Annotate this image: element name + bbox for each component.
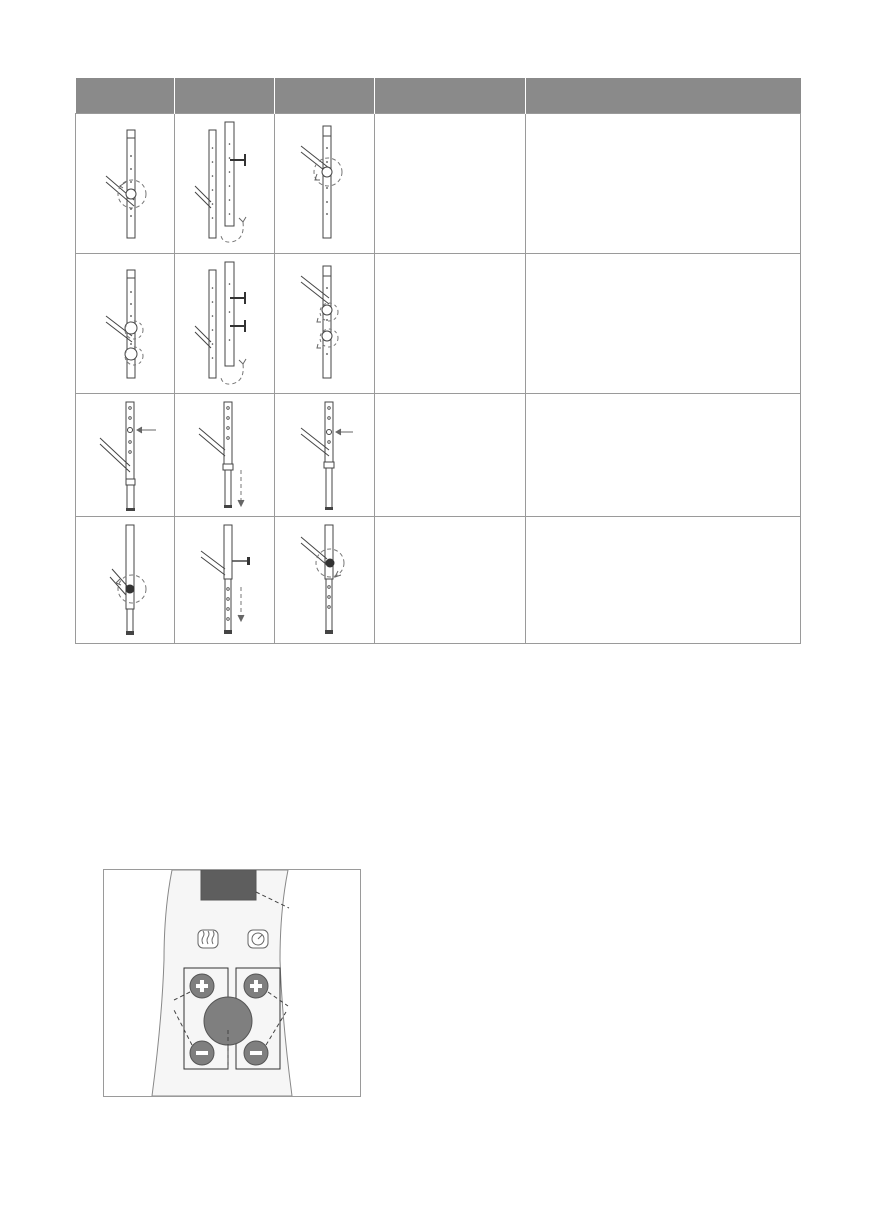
pole-double-lock-illustration xyxy=(275,254,374,393)
header-cell-5 xyxy=(526,78,801,114)
instruction-step-cell xyxy=(375,517,526,644)
instruction-step-cell xyxy=(375,394,526,517)
illustration-cell xyxy=(175,517,275,644)
display-window xyxy=(201,870,256,900)
illustration-cell xyxy=(76,517,175,644)
instruction-text-cell xyxy=(526,114,801,254)
minus-icon xyxy=(244,1041,268,1065)
instruction-text-cell xyxy=(526,517,801,644)
remote-control-diagram xyxy=(104,870,360,1096)
illustration-cell xyxy=(76,114,175,254)
header-cell-2 xyxy=(175,78,275,114)
timer-icon xyxy=(248,930,268,948)
pole-remove-illustration xyxy=(76,114,174,253)
illustration-cell xyxy=(76,254,175,394)
header-cell-3 xyxy=(275,78,375,114)
illustration-cell xyxy=(275,254,375,394)
pin-press-illustration xyxy=(76,394,174,516)
illustration-cell xyxy=(175,394,275,517)
instruction-text-cell xyxy=(526,394,801,517)
header-cell-1 xyxy=(76,78,175,114)
table-row xyxy=(76,517,801,644)
heat-icon xyxy=(198,930,218,948)
knob-tighten-illustration xyxy=(275,517,374,643)
pole-lock-illustration xyxy=(275,114,374,253)
plus-icon xyxy=(244,974,268,998)
pole-double-extend-illustration xyxy=(175,254,274,393)
illustration-cell xyxy=(275,394,375,517)
remote-control-figure xyxy=(103,869,361,1097)
illustration-cell xyxy=(175,254,275,394)
pin-lock-illustration xyxy=(275,394,374,516)
instruction-text-cell xyxy=(526,254,801,394)
pole-slide-down-illustration xyxy=(175,394,274,516)
illustration-cell xyxy=(275,517,375,644)
pole-double-remove-illustration xyxy=(76,254,174,393)
instruction-step-cell xyxy=(375,114,526,254)
illustration-cell xyxy=(275,114,375,254)
plus-icon xyxy=(190,974,214,998)
illustration-cell xyxy=(76,394,175,517)
table-header-row xyxy=(76,78,801,114)
illustration-cell xyxy=(175,114,275,254)
minus-icon xyxy=(190,1041,214,1065)
table-row xyxy=(76,254,801,394)
header-cell-4 xyxy=(375,78,526,114)
instruction-step-cell xyxy=(375,254,526,394)
table-row xyxy=(76,394,801,517)
table-row xyxy=(76,114,801,254)
instructions-table xyxy=(75,78,801,644)
knob-loosen-illustration xyxy=(76,517,174,643)
pole-extend-illustration xyxy=(175,114,274,253)
knob-pull-slide-illustration xyxy=(175,517,274,643)
